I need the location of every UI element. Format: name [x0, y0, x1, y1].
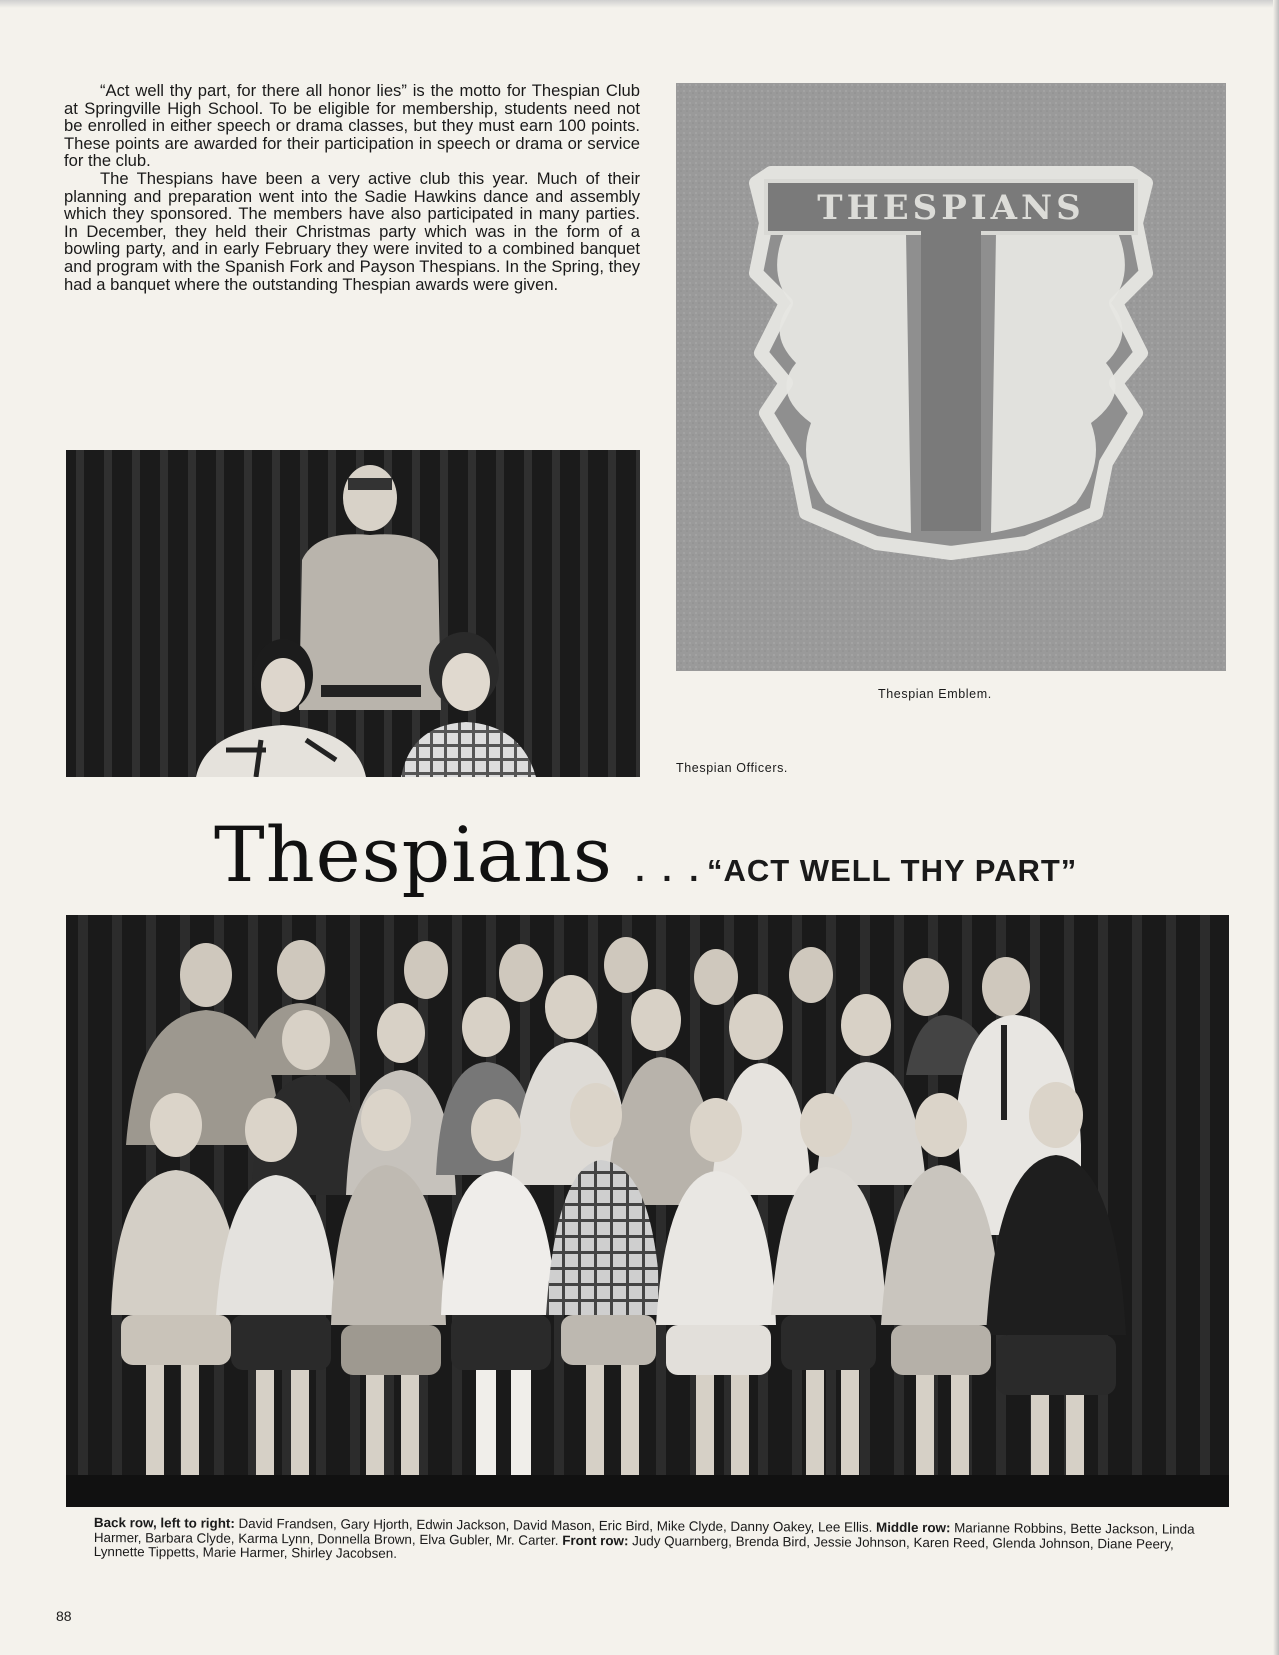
headline-subtitle: “ACT WELL THY PART” — [706, 853, 1078, 888]
officers-caption: Thespian Officers. — [676, 761, 789, 775]
intro-paragraph-2: The Thespians have been a very active club this year. Much of their planning and preparation went into the Sadie Hawkins dance and assembly which they sponsored. The members have also participated in many parties. In December, they held their Christmas party which was in the form of a bowling party, and in early February they were invited to a combined banquet and program with the Spanish Fork and Payson Thespians. In the Spring, they had a banquet where the outstanding Thespian awards were given. — [64, 168, 640, 294]
page-right-edge — [1273, 0, 1279, 1655]
intro-paragraph-1: “Act well thy part, for there all honor lies” is the motto for Thespian Club at Springville High School. To be eligible for membership, students need not be enrolled in either speech or drama classes, but they must earn 100 points. These points are awarded for their participation in speech or drama or service for the club. — [64, 81, 640, 171]
group-caption — [94, 1516, 1214, 1566]
middle-row-label: Middle row: — [876, 1519, 951, 1536]
thespian-masks-emblem-icon — [676, 83, 1226, 671]
officers-photo-illustration — [66, 450, 640, 777]
front-row-names: Judy Quarnberg, Brenda Bird, Jessie Johnson, Karen Reed, Glenda Johnson, Diane Peery, Lynnette Tippetts, Marie Harmer, Shirley Jacobsen. — [93, 1532, 1174, 1561]
officers-photo — [66, 450, 640, 777]
page-headline — [214, 810, 1077, 899]
back-row-label: Back row, left to right: — [93, 1515, 235, 1531]
emblem-caption: Thespian Emblem. — [878, 687, 992, 701]
intro-text — [64, 82, 640, 293]
emblem-patch-text: THESPIANS — [817, 188, 1085, 228]
group-photo-illustration — [66, 915, 1229, 1507]
headline-title: Thespians — [214, 810, 613, 899]
middle-row-names: Marianne Robbins, Bette Jackson, Linda Harmer, Barbara Clyde, Karma Lynn, Donnella Brown, Elva Gubler, Mr. Carter. — [93, 1520, 1195, 1548]
back-row-names: David Frandsen, Gary Hjorth, Edwin Jackson, David Mason, Eric Bird, Mike Clyde, Danny Oakey, Lee Ellis. — [234, 1515, 877, 1535]
page-top-edge — [0, 0, 1279, 8]
page-number: 88 — [56, 1608, 72, 1624]
headline-dots: . . . — [635, 851, 703, 889]
front-row-label: Front row: — [562, 1532, 629, 1548]
group-photo — [66, 915, 1229, 1507]
emblem-photo — [676, 83, 1226, 671]
